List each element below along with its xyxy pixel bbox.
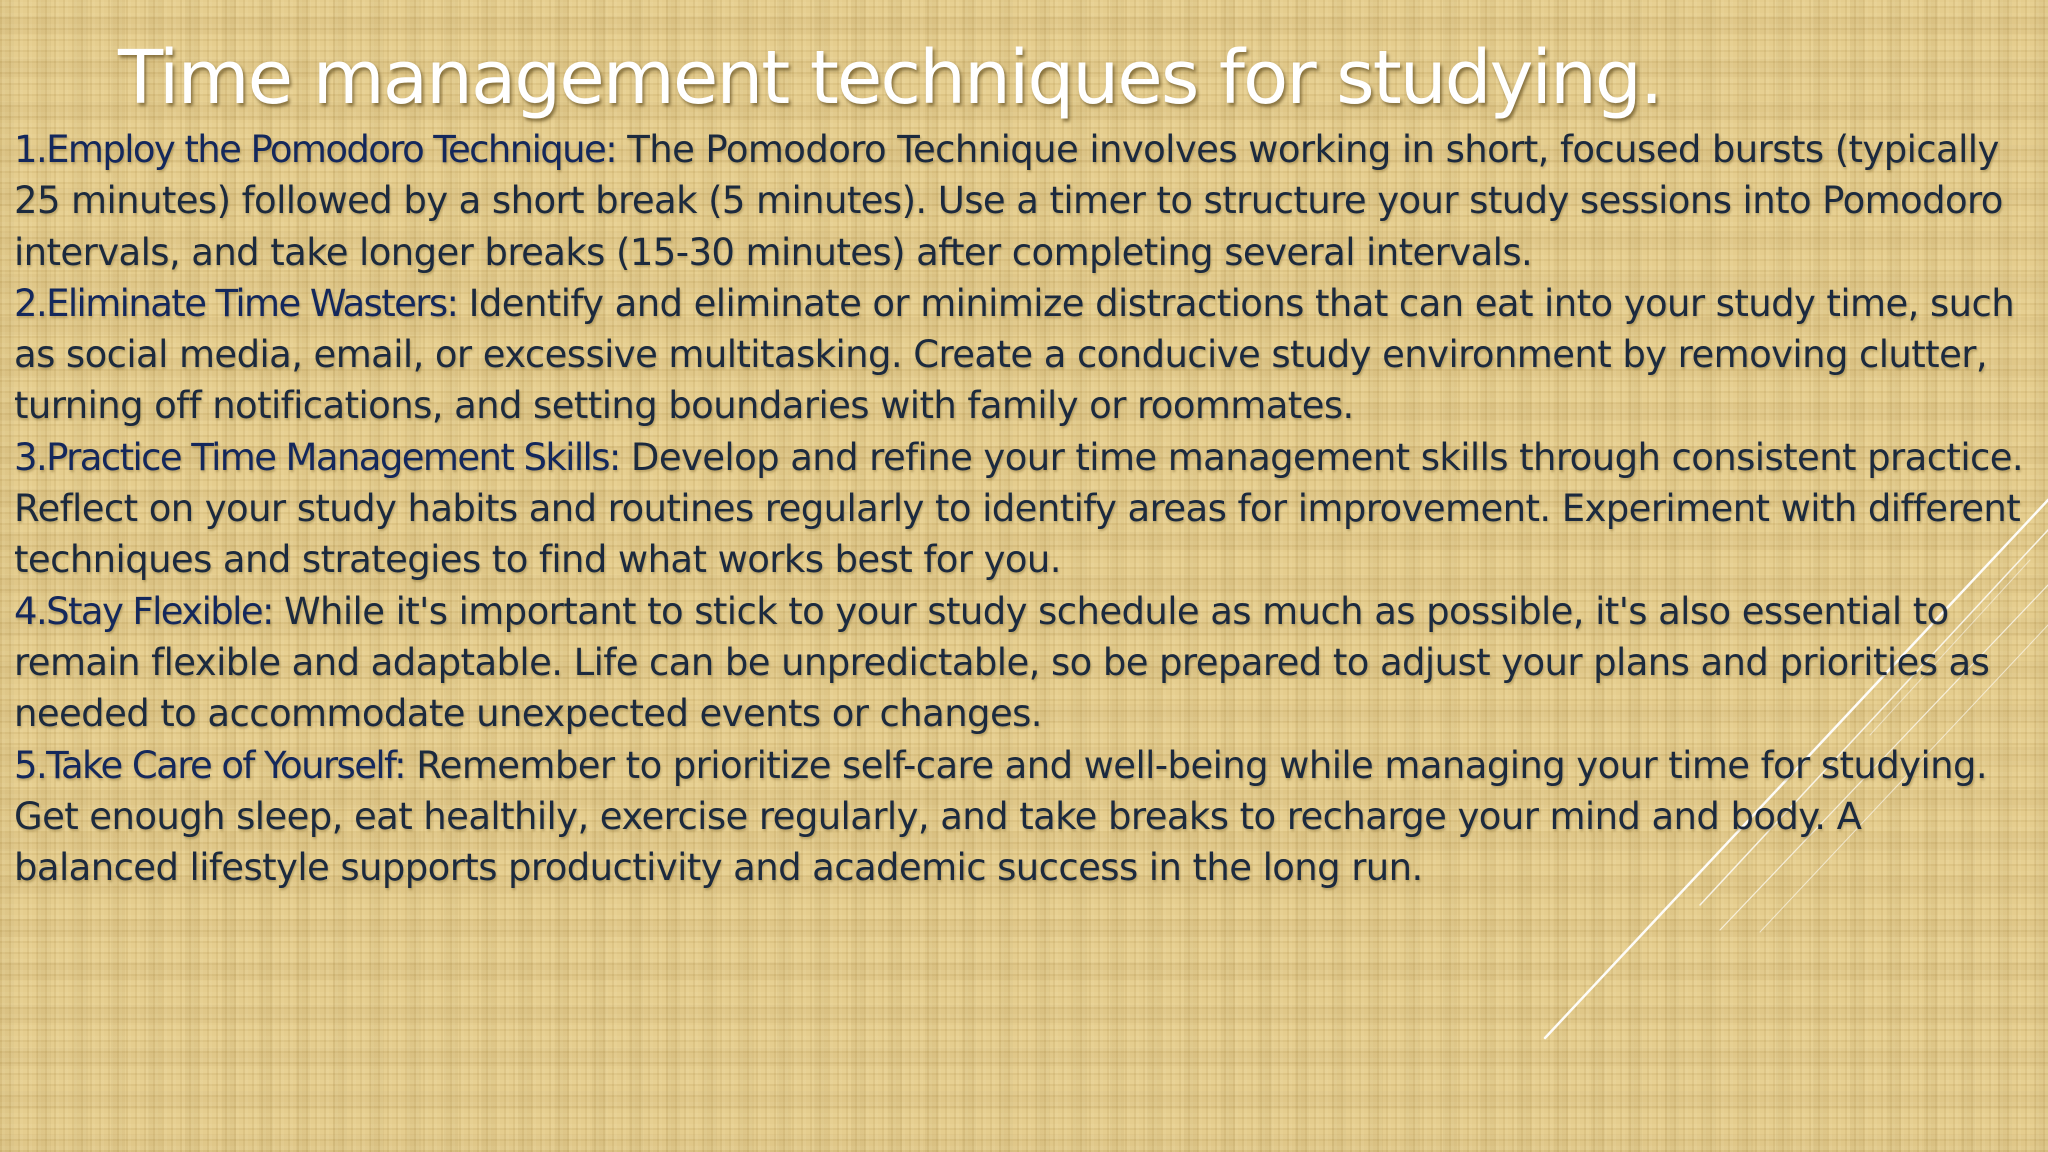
technique-item-practice [14,432,2024,586]
technique-heading: 2.Eliminate Time Wasters: [14,281,458,325]
technique-item-self-care [14,740,2024,894]
technique-heading: 4.Stay Flexible: [14,589,273,633]
technique-item-flexible [14,586,2024,740]
slide-content [14,124,2024,893]
technique-body: Develop and refine your time management skills through consistent practice. Reflect on your study habits and routines regularly to identify areas for improvement. Experiment with different techniques and strategies to find what works best for you. [14,435,2024,582]
technique-body: While it's important to stick to your study schedule as much as possible, it's also essential to remain flexible and adaptable. Life can be unpredictable, so be prepared to adjust your plans and priorities as needed to accommodate unexpected events or changes. [14,589,1990,736]
technique-body: The Pomodoro Technique involves working in short, focused bursts (typically 25 minutes) followed by a short break (5 minutes). Use a timer to structure your study sessions into Pomodoro intervals, and take longer breaks (15-30 minutes) after completing several intervals. [14,128,2003,274]
technique-heading: 1.Employ the Pomodoro Technique: [14,128,617,171]
slide-title: Time management techniques for studying. [118,35,1662,121]
technique-heading: 5.Take Care of Yourself: [14,743,406,787]
technique-item-pomodoro [14,124,2024,278]
technique-body: Identify and eliminate or minimize distractions that can eat into your study time, such as social media, email, or excessive multitasking. Create a conducive study environment by removing clutter, turning off notifications, and setting boundaries with family or roommates. [14,281,2015,428]
technique-body: Remember to prioritize self-care and well-being while managing your time for studying. Get enough sleep, eat healthily, exercise regularly, and take breaks to recharge your mind and body. A balanced lifestyle supports productivity and academic success in the long run. [14,743,1988,890]
technique-item-time-wasters [14,278,2024,432]
technique-heading: 3.Practice Time Management Skills: [14,435,620,479]
